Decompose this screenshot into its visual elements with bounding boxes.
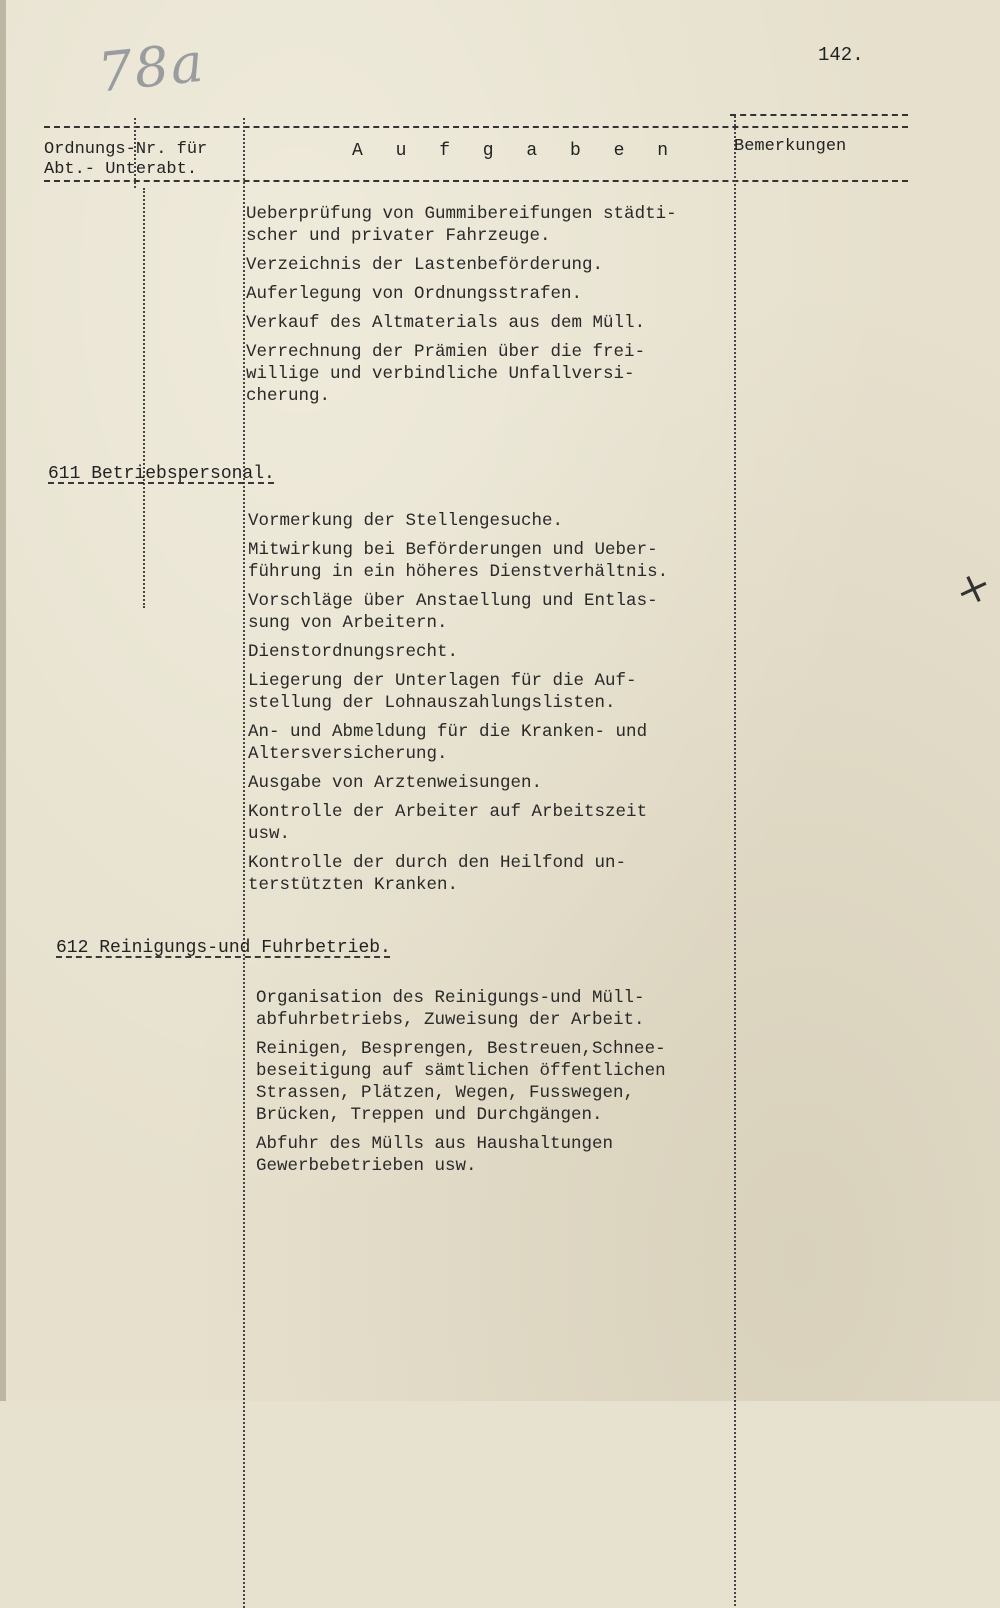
task-item: Kontrolle der durch den Heilfond un- terstützten Kranken.	[248, 853, 627, 895]
page-edge	[0, 0, 6, 1401]
task-item: Ueberprüfung von Gummibereifungen städti- scher und privater Fahrzeuge.	[246, 204, 677, 246]
header-ordnungs-nr: Ordnungs-Nr. für Abt.- Unterabt.	[44, 140, 208, 179]
task-item: Dienstordnungsrecht.	[248, 642, 459, 662]
task-item: Vorschläge über Anstaellung und Entlas- sung von Arbeitern.	[248, 591, 658, 633]
task-item: Mitwirkung bei Beförderungen und Ueber- führung in ein höheres Dienstverhältnis.	[248, 540, 669, 582]
task-item: Verkauf des Altmaterials aus dem Müll.	[246, 313, 646, 333]
header-top-rule	[44, 126, 908, 128]
task-item: Organisation des Reinigungs-und Müll- abfuhrbetriebs, Zuweisung der Arbeit.	[256, 988, 645, 1030]
task-list-3	[256, 987, 756, 1184]
task-item: Liegerung der Unterlagen für die Auf- stellung der Lohnauszahlungslisten.	[248, 671, 637, 713]
task-list-1	[246, 203, 746, 414]
task-item: An- und Abmeldung für die Kranken- und Altersversicherung.	[248, 722, 648, 764]
task-item: Verzeichnis der Lastenbeförderung.	[246, 255, 604, 275]
header-aufgaben: A u f g a b e n	[352, 141, 680, 161]
section-612-heading: 612 Reinigungs-und Fuhrbetrieb.	[56, 938, 391, 958]
task-item: Vormerkung der Stellengesuche.	[248, 511, 564, 531]
task-item: Abfuhr des Mülls aus Haushaltungen Gewerbebetrieben usw.	[256, 1134, 614, 1176]
header-bottom-rule	[44, 180, 908, 182]
task-item: Reinigen, Besprengen, Bestreuen,Schnee- beseitigung auf sämtlichen öffentlichen Strassen, Plätzen, Wegen, Fusswegen, Brücken, Treppen und Durchgängen.	[256, 1039, 666, 1125]
header-bemerkungen: Bemerkungen	[734, 137, 847, 156]
header-right-rule	[730, 114, 908, 116]
pencil-annotation: 78a	[95, 30, 208, 105]
section-611-heading: 611 Betriebspersonal.	[48, 464, 275, 484]
column-divider-abt-lower	[143, 188, 145, 608]
column-divider-unterabt	[243, 118, 245, 1608]
task-item: Kontrolle der Arbeiter auf Arbeitszeit usw.	[248, 802, 648, 844]
task-item: Ausgabe von Arztenweisungen.	[248, 773, 543, 793]
page-number: 142.	[818, 44, 864, 66]
task-item: Auferlegung von Ordnungsstrafen.	[246, 284, 583, 304]
margin-check-mark-icon: ×	[951, 561, 997, 615]
task-list-2	[248, 510, 748, 903]
task-item: Verrechnung der Prämien über die frei- willige und verbindliche Unfallversi- cherung.	[246, 342, 646, 406]
